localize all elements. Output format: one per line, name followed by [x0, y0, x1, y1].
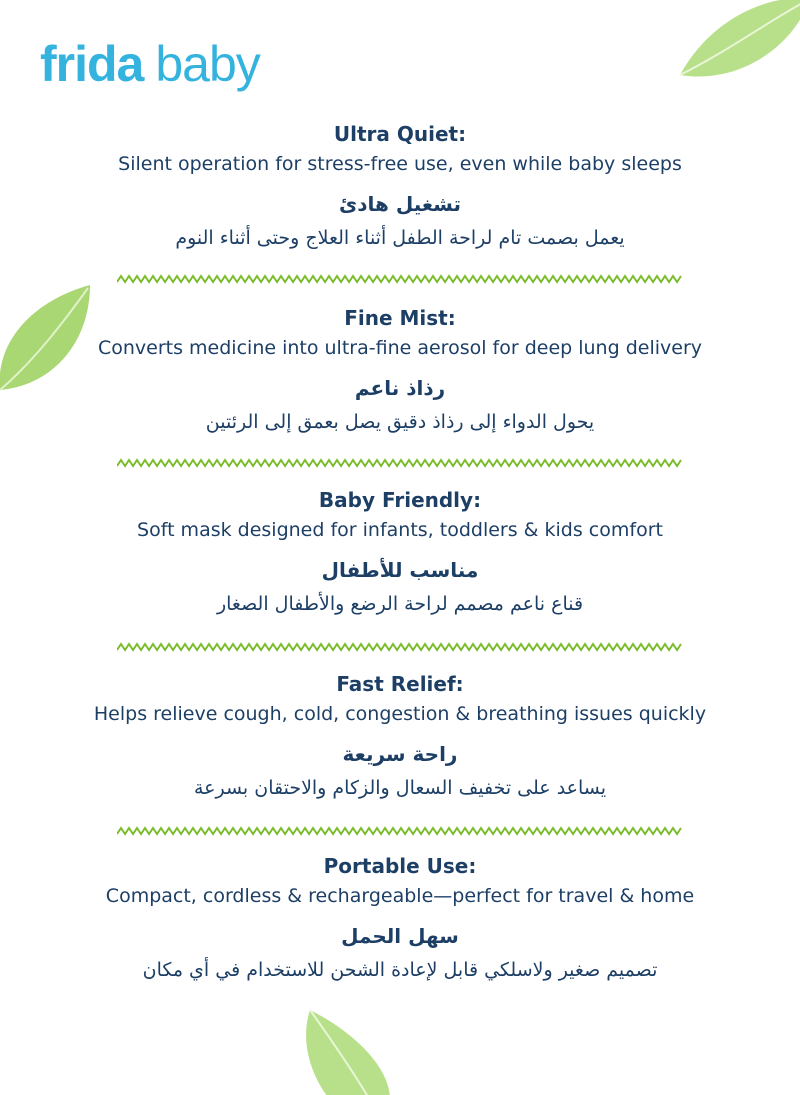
zigzag-line	[117, 276, 681, 282]
feature-title: Portable Use:	[323, 854, 477, 878]
feature-title-arabic: تشغيل هادئ	[338, 192, 462, 216]
leaf-top-right	[670, 0, 800, 90]
feature-description-arabic: قناع ناعم مصمم لراحة الرضع والأطفال الصغار	[216, 593, 584, 615]
zigzag-line	[117, 828, 681, 834]
logo-word-baby: baby	[155, 36, 260, 92]
feature-baby-friendly	[0, 486, 800, 620]
feature-title: Fast Relief:	[336, 672, 464, 696]
feature-description-arabic: يعمل بصمت تام لراحة الطفل أثناء العلاج وحتى أثناء النوم	[175, 227, 625, 249]
zigzag-divider	[117, 457, 683, 469]
zigzag-divider	[117, 825, 683, 837]
feature-title-arabic: رذاذ ناعم	[354, 376, 446, 400]
logo-word-frida: frida	[40, 36, 144, 92]
zigzag-divider	[117, 641, 683, 653]
feature-description: Converts medicine into ultra-fine aerosol for deep lung delivery	[97, 337, 702, 359]
feature-description: Soft mask designed for infants, toddlers & kids comfort	[137, 519, 663, 541]
feature-description: Compact, cordless & rechargeable—perfect for travel & home	[105, 885, 695, 907]
zigzag-divider	[117, 273, 683, 285]
zigzag-line	[117, 460, 681, 466]
feature-fine-mist	[0, 304, 800, 438]
feature-title: Ultra Quiet:	[333, 122, 467, 146]
feature-title-arabic: سهل الحمل	[341, 924, 459, 948]
feature-fast-relief	[0, 670, 800, 804]
feature-title: Fine Mist:	[344, 306, 456, 330]
brand-logo	[40, 34, 260, 94]
leaf-bottom	[290, 1005, 400, 1095]
feature-description: Helps relieve cough, cold, congestion & breathing issues quickly	[93, 703, 707, 725]
feature-ultra-quiet	[0, 120, 800, 254]
feature-title-arabic: مناسب للأطفال	[321, 558, 479, 582]
feature-description-arabic: يحول الدواء إلى رذاذ دقيق يصل بعمق إلى الرئتين	[205, 411, 595, 433]
feature-title-arabic: راحة سريعة	[342, 742, 458, 766]
feature-description-arabic: تصميم صغير ولاسلكي قابل لإعادة الشحن للاستخدام في أي مكان	[142, 959, 658, 981]
feature-title: Baby Friendly:	[318, 488, 482, 512]
feature-description: Silent operation for stress-free use, even while baby sleeps	[118, 153, 682, 175]
feature-description-arabic: يساعد على تخفيف السعال والزكام والاحتقان بسرعة	[193, 777, 607, 799]
feature-portable-use	[0, 852, 800, 986]
zigzag-line	[117, 644, 681, 650]
